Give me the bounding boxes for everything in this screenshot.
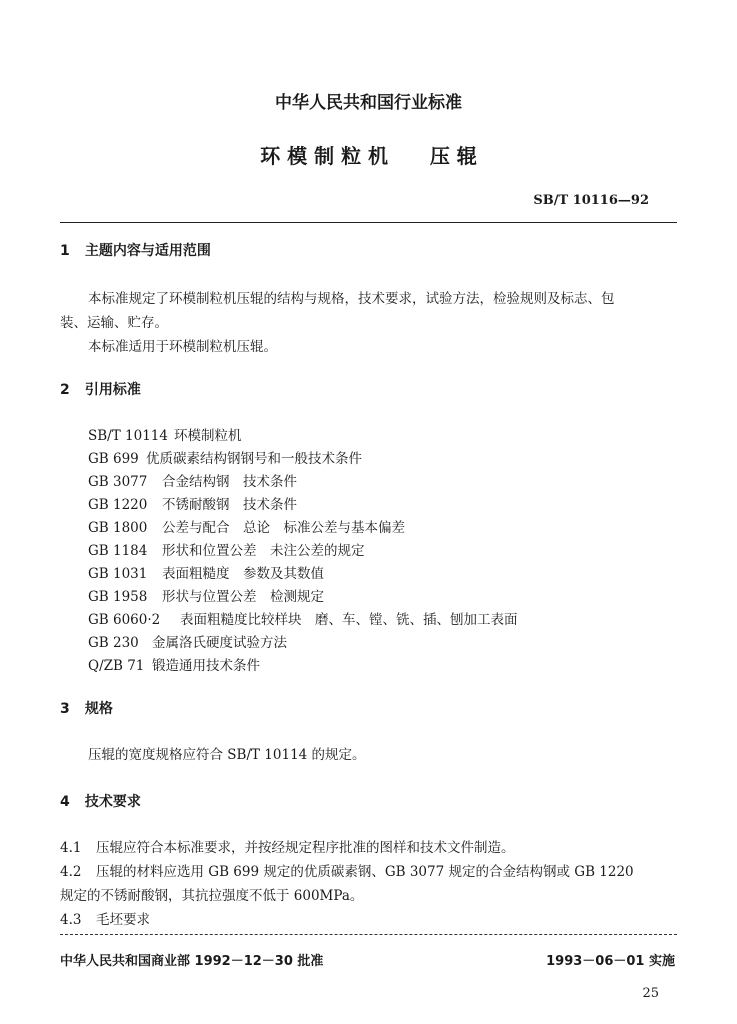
reference-code: GB 6060·2 bbox=[88, 612, 161, 628]
approval-statement: 中华人民共和国商业部 1992－12－30 批准 bbox=[60, 954, 324, 969]
implementation-date: 1993－06－01 实施 bbox=[546, 954, 675, 969]
standard-org-title: 中华人民共和国行业标准 bbox=[275, 93, 462, 113]
reference-title: 公差与配合 总论 标准公差与基本偏差 bbox=[162, 520, 405, 536]
section-number: 3 bbox=[60, 701, 70, 717]
section-number: 4 bbox=[60, 794, 70, 810]
clause-4-1 bbox=[60, 836, 515, 856]
reference-title: 表面粗糙度比较样块 磨、车、镗、铣、插、刨加工表面 bbox=[180, 612, 518, 628]
reference-code: GB 1800 bbox=[88, 520, 148, 536]
paragraph: 本标准适用于环模制粒机压辊。 bbox=[88, 339, 277, 355]
reference-code: GB 1031 bbox=[88, 566, 148, 582]
reference-item bbox=[88, 539, 365, 559]
section-1-heading bbox=[60, 240, 211, 260]
reference-title: 形状与位置公差 检测规定 bbox=[162, 589, 324, 605]
section-title: 规格 bbox=[84, 701, 113, 717]
reference-item bbox=[88, 654, 260, 674]
clause-4-2 bbox=[60, 860, 634, 880]
clause-number: 4.3 bbox=[60, 912, 82, 928]
clause-number: 4.1 bbox=[60, 840, 82, 856]
page-number: 25 bbox=[642, 986, 659, 1001]
reference-item bbox=[88, 516, 405, 536]
reference-title: 合金结构钢 技术条件 bbox=[162, 474, 297, 490]
section-3-heading bbox=[60, 698, 113, 718]
section-number: 1 bbox=[60, 243, 70, 259]
document-title: 环 模 制 粒 机 压 辊 bbox=[260, 144, 477, 168]
reference-item bbox=[88, 631, 287, 651]
paragraph: 压辊的宽度规格应符合 SB/T 10114 的规定。 bbox=[88, 747, 366, 763]
clause-text: 毛坯要求 bbox=[96, 912, 150, 928]
paragraph-line: 本标准规定了环模制粒机压辊的结构与规格，技术要求，试验方法，检验规则及标志、包 bbox=[88, 291, 615, 307]
reference-code: GB 1184 bbox=[88, 543, 148, 559]
footer-rule bbox=[60, 934, 677, 935]
reference-item bbox=[88, 424, 242, 444]
reference-title: 优质碳素结构钢钢号和一般技术条件 bbox=[146, 451, 362, 467]
clause-4-3 bbox=[60, 908, 150, 928]
clause-4-2-continued: 规定的不锈耐酸钢，其抗拉强度不低于 600MPa。 bbox=[60, 888, 364, 904]
reference-title: 形状和位置公差 未注公差的规定 bbox=[162, 543, 365, 559]
reference-title: 不锈耐酸钢 技术条件 bbox=[162, 497, 297, 513]
section-title: 主题内容与适用范围 bbox=[84, 243, 211, 259]
clause-text: 压辊应符合本标准要求，并按经规定程序批准的图样和技术文件制造。 bbox=[96, 840, 515, 856]
standard-code: SB/T 10116—92 bbox=[533, 193, 649, 208]
section-number: 2 bbox=[60, 382, 70, 398]
section-title: 技术要求 bbox=[84, 794, 141, 810]
reference-code: GB 1958 bbox=[88, 589, 148, 605]
reference-item bbox=[88, 608, 518, 628]
reference-code: GB 1220 bbox=[88, 497, 148, 513]
section-title: 引用标准 bbox=[84, 382, 141, 398]
reference-code: GB 3077 bbox=[88, 474, 148, 490]
reference-item bbox=[88, 470, 297, 490]
reference-code: Q/ZB 71 bbox=[88, 658, 145, 674]
paragraph-line: 装、运输、贮存。 bbox=[60, 315, 168, 331]
clause-text: 压辊的材料应选用 GB 699 规定的优质碳素钢、GB 3077 规定的合金结构钢或 GB 1220 bbox=[96, 864, 634, 880]
header-rule bbox=[60, 222, 677, 223]
reference-item bbox=[88, 585, 324, 605]
reference-item bbox=[88, 493, 297, 513]
clause-number: 4.2 bbox=[60, 864, 82, 880]
section-4-heading bbox=[60, 791, 141, 811]
reference-code: GB 230 bbox=[88, 635, 139, 651]
reference-code: SB/T 10114 bbox=[88, 428, 168, 444]
reference-item bbox=[88, 562, 324, 582]
reference-code: GB 699 bbox=[88, 451, 139, 467]
reference-item bbox=[88, 447, 362, 467]
reference-title: 表面粗糙度 参数及其数值 bbox=[162, 566, 324, 582]
reference-title: 锻造通用技术条件 bbox=[152, 658, 260, 674]
reference-title: 金属洛氏硬度试验方法 bbox=[152, 635, 287, 651]
reference-title: 环模制粒机 bbox=[174, 428, 242, 444]
section-2-heading bbox=[60, 379, 141, 399]
